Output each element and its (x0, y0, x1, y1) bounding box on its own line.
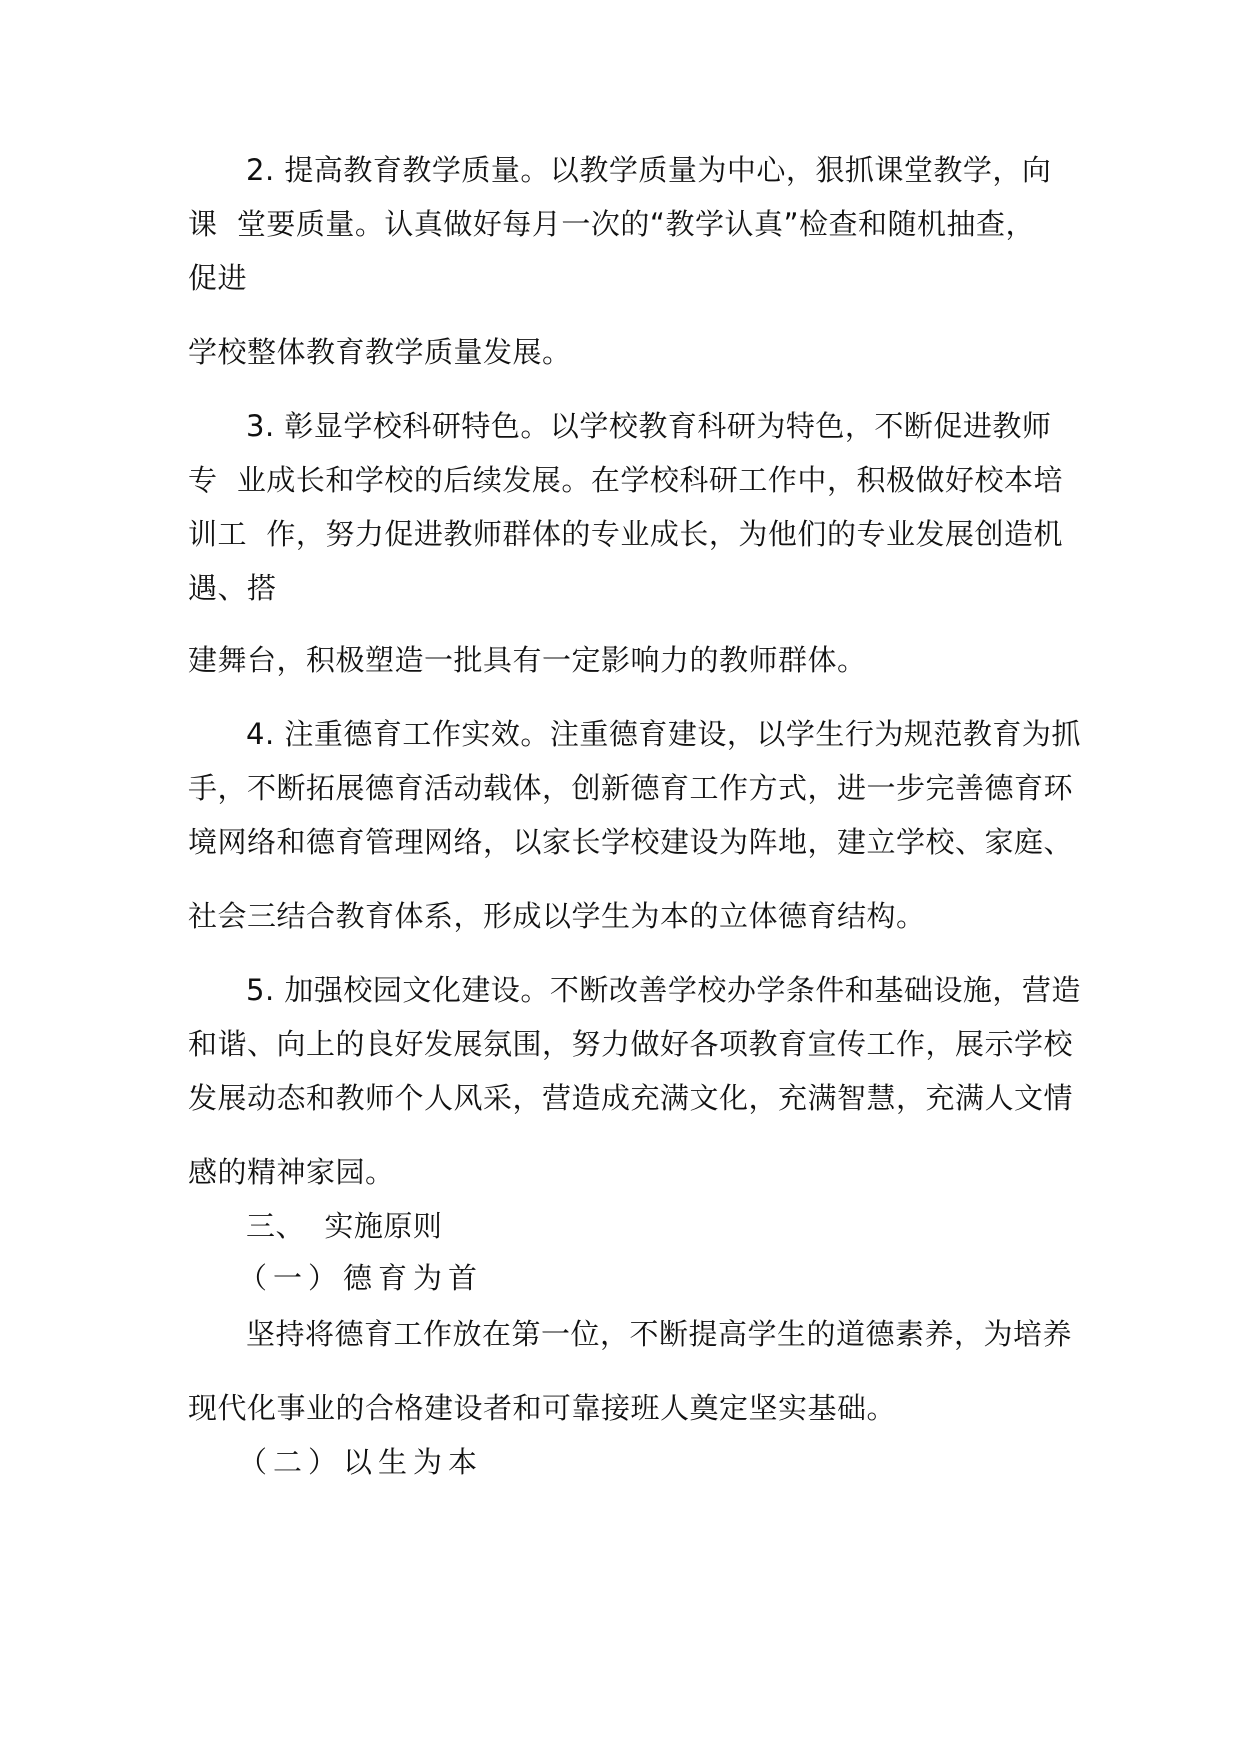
subheading-1: （一）德育为首 (238, 1261, 484, 1295)
paragraph-5-line-1: 5. 加强校园文化建设。不断改善学校办学条件和基础设施，营造 (246, 973, 1081, 1007)
paragraph-5-line-3: 发展动态和教师个人风采，营造成充满文化，充满智慧，充满人文情 (188, 1081, 1074, 1115)
principle-1-line-2: 现代化事业的合格建设者和可靠接班人奠定坚实基础。 (188, 1391, 897, 1425)
paragraph-2-line-4: 学校整体教育教学质量发展。 (188, 335, 572, 369)
paragraph-4-line-1: 4. 注重德育工作实效。注重德育建设，以学生行为规范教育为抓 (246, 717, 1081, 751)
paragraph-3-line-4: 遇、搭 (188, 571, 277, 605)
principle-1-line-1: 坚持将德育工作放在第一位，不断提高学生的道德素养，为培养 (246, 1317, 1073, 1351)
section-heading-3: 三、 实施原则 (246, 1209, 443, 1243)
paragraph-4-line-3: 境网络和德育管理网络，以家长学校建设为阵地，建立学校、家庭、 (188, 825, 1074, 859)
paragraph-3-line-1: 3. 彰显学校科研特色。以学校教育科研为特色，不断促进教师 (246, 409, 1052, 443)
paragraph-2-line-1: 2. 提高教育教学质量。以教学质量为中心，狠抓课堂教学，向 (246, 153, 1052, 187)
paragraph-4-line-4: 社会三结合教育体系，形成以学生为本的立体德育结构。 (188, 899, 926, 933)
subheading-2: （二）以生为本 (238, 1445, 484, 1479)
paragraph-5-line-4: 感的精神家园。 (188, 1155, 395, 1189)
paragraph-2-line-2: 课 堂要质量。认真做好每月一次的“教学认真”检查和随机抽查， (188, 207, 1035, 241)
paragraph-3-line-2: 专 业成长和学校的后续发展。在学校科研工作中，积极做好校本培 (188, 463, 1063, 497)
paragraph-3-line-3: 训工 作，努力促进教师群体的专业成长，为他们的专业发展创造机 (188, 517, 1063, 551)
paragraph-2-line-3: 促进 (188, 261, 248, 295)
paragraph-4-line-2: 手，不断拓展德育活动载体，创新德育工作方式，进一步完善德育环 (188, 771, 1074, 805)
paragraph-5-line-2: 和谐、向上的良好发展氛围，努力做好各项教育宣传工作，展示学校 (188, 1027, 1074, 1061)
paragraph-3-line-5: 建舞台，积极塑造一批具有一定影响力的教师群体。 (188, 643, 867, 677)
